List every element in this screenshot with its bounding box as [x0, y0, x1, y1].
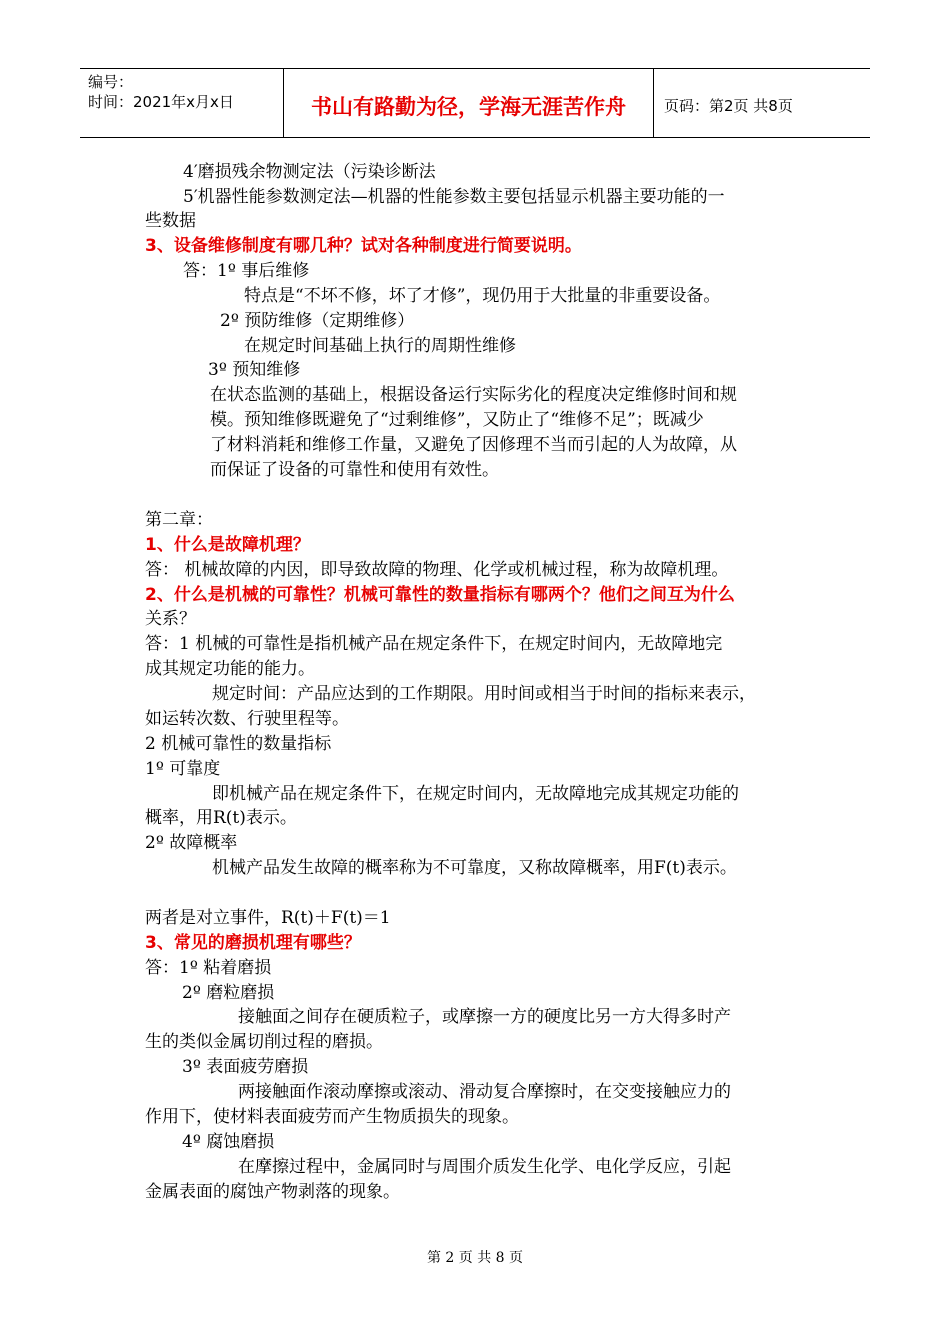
page-header	[80, 68, 870, 138]
text-line: 成其规定功能的能力。	[145, 659, 315, 679]
text-line: 2º 磨粒磨损	[182, 983, 275, 1003]
text-line: 答：1º 粘着磨损	[145, 958, 272, 978]
text-line: 3º 预知维修	[208, 360, 301, 380]
text-line: 了材料消耗和维修工作量，又避免了因修理不当而引起的人为故障，从	[210, 435, 737, 455]
text-line: 2 机械可靠性的数量指标	[145, 734, 332, 754]
text-line: 模。预知维修既避免了“过剩维修”，又防止了“维修不足”；既减少	[210, 410, 704, 430]
text-line: 5′机器性能参数测定法—机器的性能参数主要包括显示机器主要功能的一	[183, 187, 725, 207]
text-line: 答：1 机械的可靠性是指机械产品在规定条件下，在规定时间内，无故障地完	[145, 634, 723, 654]
question-heading: 2、什么是机械的可靠性？机械可靠性的数量指标有哪两个？他们之间互为什么	[145, 585, 735, 605]
text-line: 答： 机械故障的内因，即导致故障的物理、化学或机械过程，称为故障机理。	[145, 560, 729, 580]
text-line: 在状态监测的基础上，根据设备运行实际劣化的程度决定维修时间和规	[210, 385, 737, 405]
text-line: 两者是对立事件，R(t)＋F(t)＝1	[145, 908, 391, 928]
text-line: 规定时间：产品应达到的工作期限。用时间或相当于时间的指标来表示，	[212, 684, 756, 704]
text-line: 两接触面作滚动摩擦或滚动、滑动复合摩擦时，在交变接触应力的	[238, 1082, 731, 1102]
text-line: 概率，用R(t)表示。	[145, 808, 297, 828]
question-heading: 3、常见的磨损机理有哪些？	[145, 933, 361, 953]
motto: 书山有路勤为径，学海无涯苦作舟	[311, 95, 626, 119]
number-label: 编号：	[88, 73, 134, 91]
text-line: 作用下，使材料表面疲劳而产生物质损失的现象。	[145, 1107, 519, 1127]
text-line: 如运转次数、行驶里程等。	[145, 709, 349, 729]
text-line: 即机械产品在规定条件下，在规定时间内，无故障地完成其规定功能的	[212, 784, 739, 804]
text-line: 在摩擦过程中，金属同时与周围介质发生化学、电化学反应，引起	[238, 1157, 731, 1177]
text-line: 答：1º 事后维修	[183, 261, 310, 281]
text-line: 生的类似金属切削过程的磨损。	[145, 1032, 383, 1052]
header-meta-cell	[80, 69, 284, 137]
header-page-cell	[654, 69, 870, 137]
text-line: 而保证了设备的可靠性和使用有效性。	[210, 460, 499, 480]
text-line: 机械产品发生故障的概率称为不可靠度，又称故障概率，用F(t)表示。	[212, 858, 737, 878]
text-line: 接触面之间存在硬质粒子，或摩擦一方的硬度比另一方大得多时产	[238, 1007, 731, 1027]
text-line: 些数据	[145, 211, 196, 231]
page-footer: 第 2 页 共 8 页	[426, 1250, 524, 1266]
text-line: 3º 表面疲劳磨损	[182, 1057, 309, 1077]
date-label: 时间：2021年x月x日	[88, 93, 234, 111]
text-line: 2º 故障概率	[145, 833, 238, 853]
text-line: 特点是“不坏不修，坏了才修”，现仍用于大批量的非重要设备。	[244, 286, 721, 306]
header-motto-cell	[284, 69, 654, 137]
text-line: 4′磨损残余物测定法（污染诊断法	[183, 162, 436, 182]
text-line: 金属表面的腐蚀产物剥落的现象。	[145, 1182, 400, 1202]
chapter-heading: 第二章：	[145, 510, 213, 530]
text-line: 1º 可靠度	[145, 759, 221, 779]
question-heading: 3、设备维修制度有哪几种？试对各种制度进行简要说明。	[145, 236, 582, 256]
text-line: 关系？	[145, 609, 196, 629]
text-line: 在规定时间基础上执行的周期性维修	[244, 336, 516, 356]
question-heading: 1、什么是故障机理？	[145, 535, 310, 555]
text-line: 4º 腐蚀磨损	[182, 1132, 275, 1152]
text-line: 2º 预防维修（定期维修）	[220, 311, 415, 331]
page-number-label: 页码：第2页 共8页	[664, 97, 793, 115]
